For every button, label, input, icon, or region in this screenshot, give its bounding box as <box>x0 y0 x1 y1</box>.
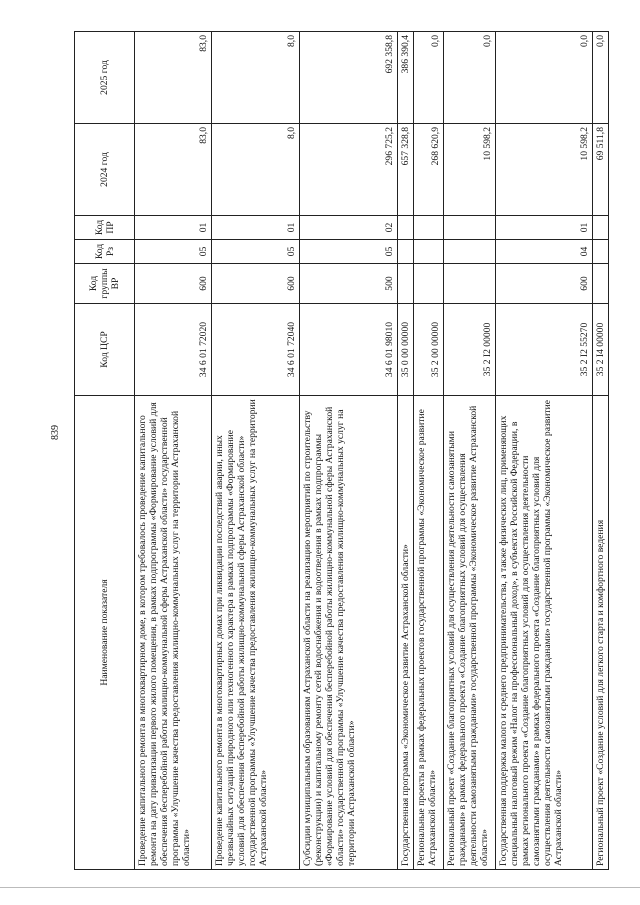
row-pr <box>398 216 414 240</box>
row-csr: 35 2 00 00000 <box>414 304 444 396</box>
row-name: Проведение капитального ремонта в многоквартирном доме, в котором требовалось проведение капитального ремонта на дату приватизации первого жилого помещения, в рамках подпрограммы «Формирование условий для обеспечения бесперебойной работы жилищно-коммунальной сферы Астраханской области» государственной программы «Улучшение качества предоставления жилищно-коммунальных услуг на территории Астраханской области» <box>135 396 212 870</box>
row-rz: 05 <box>212 240 300 264</box>
row-pr: 01 <box>496 216 593 240</box>
row-vr <box>444 264 496 304</box>
row-2025: 0,0 <box>593 32 609 124</box>
row-2024: 8,0 <box>212 124 300 216</box>
row-name: Субсидии муниципальным образованиям Астраханской области на реализацию мероприятий по строительству (реконструкции) и капитальному ремонту сетей водоснабжения и водоотведения в рамках подпрограммы «Формирование условий для обеспечения бесперебойной работы жилищно-коммунальной сферы Астраханской области» государственной программы «Улучшение качества предоставления жилищно-коммунальных услуг на территории Астраханской области» <box>300 396 398 870</box>
row-pr <box>444 216 496 240</box>
row-csr: 35 0 00 00000 <box>398 304 414 396</box>
row-csr: 34 6 01 72040 <box>212 304 300 396</box>
header-vr: Код группы ВР <box>75 264 135 304</box>
row-2025: 0,0 <box>414 32 444 124</box>
header-2024: 2024 год <box>75 124 135 216</box>
row-2025: 0,0 <box>444 32 496 124</box>
row-name: Региональные проекты в рамках федеральных проектов государственной программы «Экономическое развитие Астраханской области» <box>414 396 444 870</box>
row-rz <box>593 240 609 264</box>
row-name: Региональный проект «Создание благоприятных условий для осуществления деятельности самозанятыми гражданами» в рамках федерального проекта «Создание благоприятных условий для осуществления деятельности самозанятыми гражданами» государственной программы «Экономическое развитие Астраханской области» <box>444 396 496 870</box>
row-2024: 83,0 <box>135 124 212 216</box>
page-number: 839 <box>50 425 61 440</box>
row-name: Государственная поддержка малого и среднего предпринимательства, а также физических лиц, применяющих специальный налоговый режим «Налог на профессиональный доход», в субъектах Российской Федерации, в рамках регионального проекта «Создание благоприятных условий для осуществления деятельности самозанятыми гражданами» в рамках федерального проекта «Создание благоприятных условий для осуществления деятельности самозанятыми гражданами» государственной программы «Экономическое развитие Астраханской области» <box>496 396 593 870</box>
row-vr: 600 <box>135 264 212 304</box>
row-2024: 10 598,2 <box>496 124 593 216</box>
row-rz: 04 <box>496 240 593 264</box>
row-pr <box>414 216 444 240</box>
table-header-row <box>75 32 135 870</box>
row-2025: 692 358,8 <box>300 32 398 124</box>
row-2024: 657 328,8 <box>398 124 414 216</box>
row-2025: 83,0 <box>135 32 212 124</box>
table-row <box>496 32 593 870</box>
row-rz: 05 <box>300 240 398 264</box>
row-vr: 600 <box>496 264 593 304</box>
row-pr: 02 <box>300 216 398 240</box>
row-2024: 69 511,8 <box>593 124 609 216</box>
budget-table-container <box>74 32 604 870</box>
row-2025: 386 390,4 <box>398 32 414 124</box>
row-2025: 8,0 <box>212 32 300 124</box>
header-name: Наименование показателя <box>75 396 135 870</box>
table-row <box>135 32 212 870</box>
row-name: Региональный проект «Создание условий для легкого старта и комфортного ведения <box>593 396 609 870</box>
row-csr: 34 6 01 72020 <box>135 304 212 396</box>
row-csr: 35 2 I4 00000 <box>593 304 609 396</box>
row-vr: 500 <box>300 264 398 304</box>
row-pr: 01 <box>135 216 212 240</box>
row-rz <box>398 240 414 264</box>
row-vr <box>414 264 444 304</box>
header-rz: Код Рз <box>75 240 135 264</box>
row-vr <box>593 264 609 304</box>
row-pr <box>593 216 609 240</box>
row-2024: 10 598,2 <box>444 124 496 216</box>
row-rz: 05 <box>135 240 212 264</box>
header-csr: Код ЦСР <box>75 304 135 396</box>
table-row <box>398 32 414 870</box>
row-vr <box>398 264 414 304</box>
row-rz <box>414 240 444 264</box>
row-2025: 0,0 <box>496 32 593 124</box>
row-pr: 01 <box>212 216 300 240</box>
row-csr: 35 2 I2 55270 <box>496 304 593 396</box>
table-row <box>300 32 398 870</box>
table-row <box>212 32 300 870</box>
row-2024: 268 620,9 <box>414 124 444 216</box>
row-rz <box>444 240 496 264</box>
table-row <box>414 32 444 870</box>
row-2024: 296 725,2 <box>300 124 398 216</box>
header-pr: Код ПР <box>75 216 135 240</box>
table-row <box>444 32 496 870</box>
header-2025: 2025 год <box>75 32 135 124</box>
row-name: Проведение капитального ремонта в многоквартирных домах при ликвидации последствий аварии, иных чрезвычайных ситуаций природного или техногенного характера в рамках подпрограммы «Формирование условий для обеспечения бесперебойной работы жилищно-коммунальной сферы Астраханской области» государственной программы «Улучшение качества предоставления жилищно-коммунальных услуг на территории Астраханской области» <box>212 396 300 870</box>
row-csr: 34 6 01 98010 <box>300 304 398 396</box>
row-name: Государственная программа «Экономическое развитие Астраханской области» <box>398 396 414 870</box>
table-row <box>593 32 609 870</box>
page-edge <box>0 887 640 888</box>
row-vr: 600 <box>212 264 300 304</box>
row-csr: 35 2 I2 00000 <box>444 304 496 396</box>
budget-table <box>74 31 609 870</box>
